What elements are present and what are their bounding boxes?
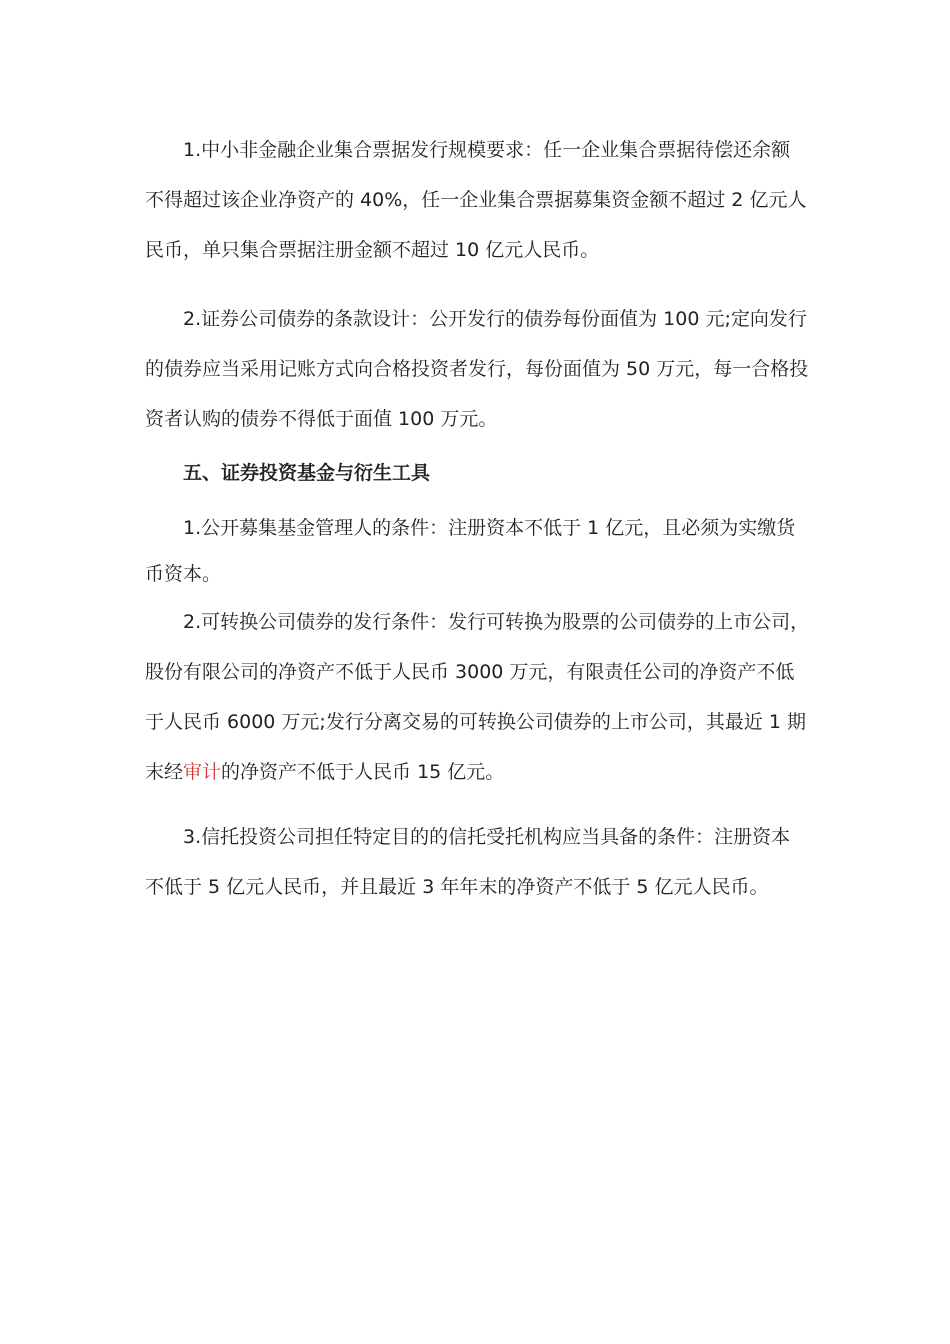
text-segment: 末经 <box>145 761 184 783</box>
audit-link[interactable]: 审计 <box>183 761 222 783</box>
paragraph-securities-bonds <box>145 294 825 444</box>
text-line: 3.信托投资公司担任特定目的的信托受托机构应当具备的条件：注册资本 <box>183 826 791 848</box>
text-line: 民币，单只集合票据注册金额不超过 10 亿元人民币。 <box>145 239 600 261</box>
paragraph-trust-company <box>145 812 825 912</box>
text-line: 2.可转换公司债券的发行条件：发行可转换为股票的公司债券的上市公司， <box>183 611 810 633</box>
text-line: 于人民币 6000 万元;发行分离交易的可转换公司债券的上市公司，其最近 1 期 <box>145 711 807 733</box>
paragraph-convertible-bonds <box>145 597 825 797</box>
text-line: 股份有限公司的净资产不低于人民币 3000 万元，有限责任公司的净资产不低 <box>145 661 795 683</box>
paragraph-fund-manager <box>145 505 825 597</box>
text-line: 1.公开募集基金管理人的条件：注册资本不低于 1 亿元，且必须为实缴货 <box>183 517 796 539</box>
text-line: 2.证券公司债券的条款设计：公开发行的债券每份面值为 100 元;定向发行 <box>183 308 807 330</box>
text-line: 不低于 5 亿元人民币，并且最近 3 年年末的净资产不低于 5 亿元人民币。 <box>145 876 769 898</box>
text-segment: 的净资产不低于人民币 15 亿元。 <box>221 761 505 783</box>
text-line: 币资本。 <box>145 563 222 585</box>
text-line: 的债券应当采用记账方式向合格投资者发行，每份面值为 50 万元，每一合格投 <box>145 358 809 380</box>
paragraph-collective-notes <box>145 125 825 275</box>
text-line: 1.中小非金融企业集合票据发行规模要求：任一企业集合票据待偿还余额 <box>183 139 791 161</box>
text-line <box>145 747 825 797</box>
text-line: 不得超过该企业净资产的 40%，任一企业集合票据募集资金额不超过 2 亿元人 <box>145 189 807 211</box>
text-line: 资者认购的债券不得低于面值 100 万元。 <box>145 408 498 430</box>
section-heading: 五、证券投资基金与衍生工具 <box>183 462 431 484</box>
